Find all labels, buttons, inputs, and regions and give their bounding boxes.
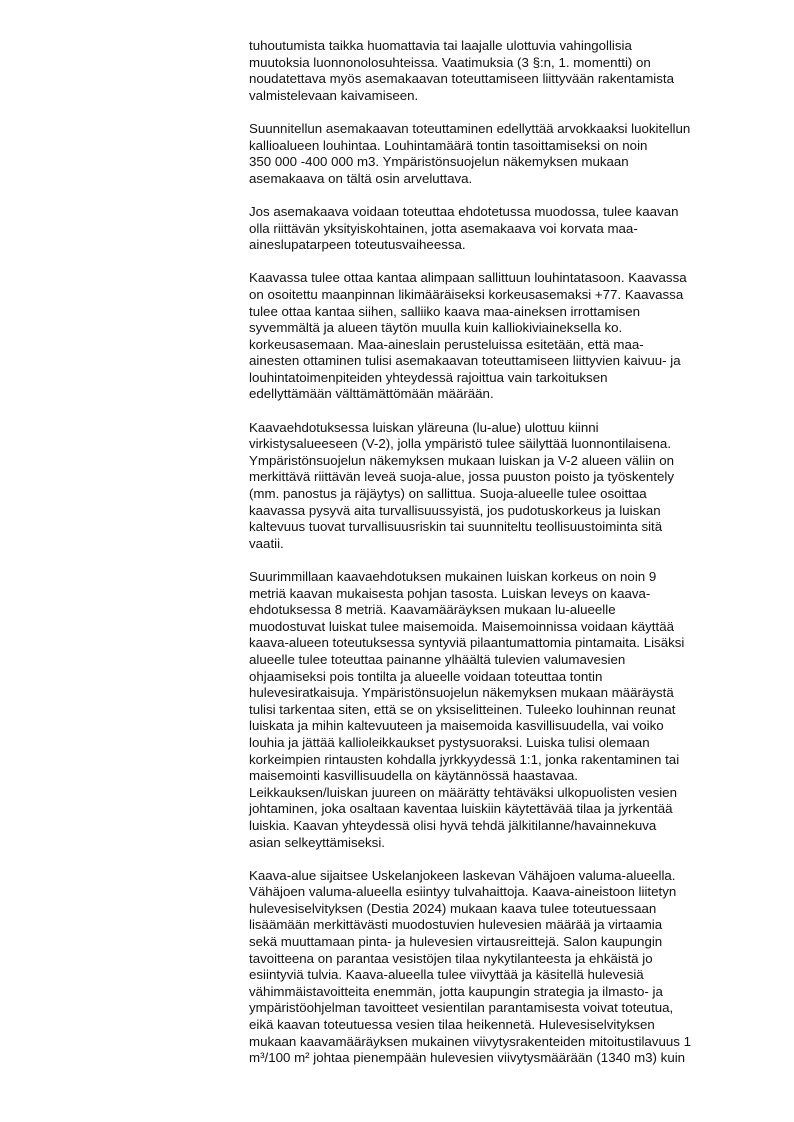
text-line: olla riittävän yksityiskohtainen, jotta asemakaava voi korvata maa- [249,220,638,236]
text-line: ainesten ottaminen tulisi asemakaavan toteuttamiseen liittyvien kaivuu- ja [249,353,681,369]
text-line: Leikkauksen/luiskan juureen on määrätty tehtäväksi ulkopuolisten vesien [249,784,677,800]
text-line: eikä kaavan toteutuessa vesien tilaa heikennetä. Hulevesiselvityksen [249,1017,655,1033]
text-line: sekä muuttamaan pinta- ja hulevesien virtausreittejä. Salon kaupungin [249,934,663,950]
text-line: tulisi tarkentaa siten, että se on yksiselitteinen. Tuleeko louhinnan reunat [249,701,676,717]
text-line: (mm. panostus ja räjäytys) on sallittua. Suoja-alueelle tulee osoittaa [249,486,647,502]
text-line: korkeusasemaan. Maa-aineslain perusteluissa esitetään, että maa- [249,336,644,352]
text-line: asian selkeyttämiseksi. [249,834,385,850]
paragraph [249,270,749,403]
text-line: syvemmältä ja alueen täytön muulla kuin kalliokiviaineksella ko. [249,320,623,336]
text-line: mukaan kaavamääräyksen mukainen viivytysrakenteiden mitoitustilavuus 1 [249,1033,691,1049]
text-line: ohjaamiseksi pois tontilta ja alueelle voidaan toteuttaa tontin [249,668,603,684]
text-line: hulevesiratkaisuja. Ympäristönsuojelun näkemyksen mukaan määräystä [249,685,674,701]
text-line: valmistelevaan kaivamiseen. [249,87,419,103]
text-line: esiintyviä tulvia. Kaava-alueella tulee viivyttää ja käsitellä hulevesiä [249,967,644,983]
text-line: tulee ottaa kantaa siihen, salliiko kaava maa-aineksen irrottamisen [249,303,640,319]
text-line: on osoitettu maanpinnan likimääräiseksi korkeusasemaksi +77. Kaavassa [249,286,684,302]
text-line: kaava-alueen toteutuksessa syntyviä pilaantumattomia pintamaita. Lisäksi [249,635,685,651]
document-body [249,38,749,1083]
text-line: muodostuvat luiskat tulee maisemoida. Maisemoinnissa voidaan käyttää [249,618,674,634]
text-line: alueelle tulee toteuttaa painanne ylhäältä tulevien valumavesien [249,651,626,667]
text-line: louhia ja jättää kallioleikkaukset pystysuoraksi. Luiska tulisi olemaan [249,734,650,750]
text-line: maisemointi kasvillisuudella on käytännössä haastavaa. [249,768,578,784]
paragraph [249,38,749,104]
text-line: Suurimmillaan kaavaehdotuksen mukainen luiskan korkeus on noin 9 [249,569,657,584]
paragraph [249,420,749,553]
text-line: vaatii. [249,535,284,551]
paragraph [249,121,749,187]
text-line: Kaavassa tulee ottaa kantaa alimpaan sallittuun louhintatasoon. Kaavassa [249,270,687,286]
text-line: noudatettava myös asemakaavan toteuttamiseen liittyvään rakentamista [249,71,674,87]
text-line: ehdotuksessa 8 metriä. Kaavamääräyksen mukaan lu-alueelle [249,602,616,618]
text-line: louhintatoimenpiteiden yhteydessä rajoittua vain tarkoituksen [249,369,608,385]
paragraph [249,868,749,1067]
text-line: Suunnitellun asemakaavan toteuttaminen edellyttää arvokkaaksi luokitellun [249,120,691,136]
text-line: ympäristöohjelman tavoitteet vesientilan parantamisesta voivat toteutua, [249,1000,674,1016]
text-line: lisäämään merkittävästi muodostuvien hulevesien määrää ja virtaamia [249,917,663,933]
paragraph [249,569,749,851]
text-line: Kaava-alue sijaitsee Uskelanjokeen laskevan Vähäjoen valuma-alueella. [249,867,676,883]
text-line: johtaminen, joka osaltaan kaventaa luiskiin käytettävää tilaa ja jyrkentää [249,801,673,817]
text-line: tavoitteena on parantaa vesistöjen tilaa nykytilanteesta ja ehkäistä jo [249,950,653,966]
text-line: luiskata ja mihin kaltevuuteen ja maisemoida kasvillisuudella, vai voiko [249,718,664,734]
text-line: aineslupatarpeen toteutusvaiheessa. [249,237,466,253]
text-line: asemakaava on tältä osin arveluttava. [249,170,473,186]
text-line: 350 000 -400 000 m3. Ympäristönsuojelun näkemyksen mukaan [249,154,629,170]
text-line: m³/100 m² johtaa pienempään hulevesien viivytysmäärään (1340 m3) kuin [249,1050,686,1066]
text-line: kaltevuus tuovat turvallisuusriskin tai suunniteltu teollisuustoiminta sitä [249,519,663,535]
text-line: korkeimpien rintausten kohdalla jyrkkyydessä 1:1, jonka rakentaminen tai [249,751,680,767]
text-line: metriä kaavan mukaisesta pohjan tasosta. Luiskan leveys on kaava- [249,585,651,601]
text-line: Jos asemakaava voidaan toteuttaa ehdotetussa muodossa, tulee kaavan [249,203,679,219]
text-line: muutoksia luonnonolosuhteissa. Vaatimuksia (3 §:n, 1. momentti) on [249,54,651,70]
text-line: edellyttämään välttämättömään määrään. [249,386,494,402]
text-line: kallioalueen louhintaa. Louhintamäärä tontin tasoittamiseksi on noin [249,137,648,153]
text-line: merkittävä riittävän leveä suoja-alue, jossa puuston poisto ja työskentely [249,469,674,485]
paragraph [249,204,749,254]
text-line: tuhoutumista taikka huomattavia tai laajalle ulottuvia vahingollisia [249,38,632,53]
text-line: Kaavaehdotuksessa luiskan yläreuna (lu-alue) ulottuu kiinni [249,419,599,435]
text-line: hulevesiselvityksen (Destia 2024) mukaan kaava tulee toteutuessaan [249,900,657,916]
text-line: vähimmäistavoitteita enemmän, jotta kaupungin strategia ja ilmasto- ja [249,983,663,999]
text-line: kaavassa pysyvä aita turvallisuussyistä, jos pudotuskorkeus ja luiskan [249,502,661,518]
text-line: virkistysalueeseen (V-2), jolla ympäristö tulee säilyttää luonnontilaisena. [249,436,672,452]
text-line: luiskia. Kaavan yhteydessä olisi hyvä tehdä jälkitilanne/havainnekuva [249,817,657,833]
text-line: Vähäjoen valuma-alueella esiintyy tulvahaittoja. Kaava-aineistoon liitetyn [249,884,677,900]
text-line: Ympäristönsuojelun näkemyksen mukaan luiskan ja V-2 alueen väliin on [249,452,675,468]
